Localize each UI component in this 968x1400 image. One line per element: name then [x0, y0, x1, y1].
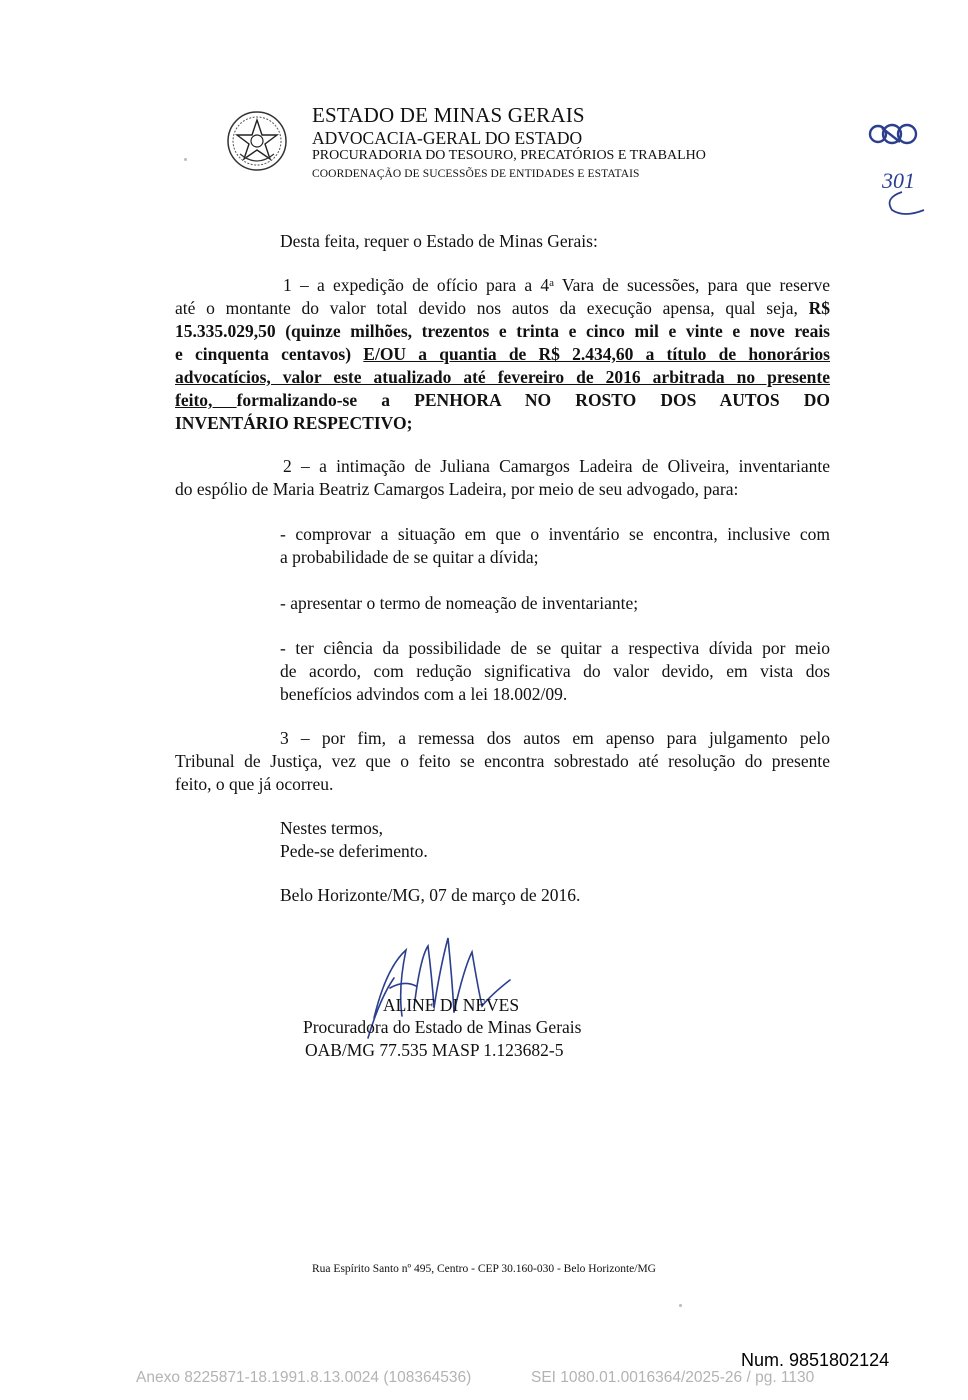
sei-reference: SEI 1080.01.0016364/2025-26 / pg. 1130 — [531, 1369, 815, 1386]
header-department: PROCURADORIA DO TESOURO, PRECATÓRIOS E TRABALHO — [312, 148, 706, 163]
closing-request: Pede-se deferimento. — [280, 841, 428, 861]
item3-line3: feito, o que já ocorreu. — [175, 774, 334, 794]
scan-speck — [679, 1304, 682, 1307]
footer-address: Rua Espírito Santo nº 495, Centro - CEP 30.160-030 - Belo Horizonte/MG — [312, 1263, 656, 1275]
page-stamp — [862, 118, 942, 228]
intro-paragraph: Desta feita, requer o Estado de Minas Gerais: — [280, 231, 598, 251]
state-seal-icon — [226, 110, 288, 172]
annex-reference: Anexo 8225871-18.1991.8.13.0024 (108364536) — [136, 1369, 472, 1386]
signer-role: Procuradora do Estado de Minas Gerais — [303, 1017, 582, 1037]
item1-line3: 15.335.029,50 (quinze milhões, trezentos e trinta e cinco mil e vinte e nove reais — [175, 321, 830, 341]
header-coordination: COORDENAÇÃO DE SUCESSÕES DE ENTIDADES E ESTATAIS — [312, 168, 640, 180]
item1-line7: INVENTÁRIO RESPECTIVO; — [175, 413, 413, 433]
item1-line4: e cinquenta centavos) E/OU a quantia de R$ 2.434,60 a título de honorários — [175, 344, 830, 364]
bullet2: - apresentar o termo de nomeação de inventariante; — [280, 593, 639, 613]
signer-name: ALINE DI NEVES — [383, 995, 520, 1015]
bullet3-line1: - ter ciência da possibilidade de se quitar a respectiva dívida por meio — [280, 638, 830, 658]
header-agency: ADVOCACIA-GERAL DO ESTADO — [312, 128, 583, 148]
bullet1-line2: a probabilidade de se quitar a dívida; — [280, 547, 539, 567]
bullet3-line3: benefícios advindos com a lei 18.002/09. — [280, 684, 568, 704]
item1-line6: feito, formalizando-se a PENHORA NO ROSTO DOS AUTOS DO — [175, 390, 830, 410]
item1-line1: 1 – a expedição de ofício para a 4$^a$ Vara de sucessões, para que reserve — [283, 275, 831, 295]
item3-line1: 3 – por fim, a remessa dos autos em apenso para julgamento pelo — [280, 728, 830, 748]
stamp-number: 301 — [882, 168, 915, 193]
scan-speck — [184, 158, 187, 161]
item2-line1: 2 – a intimação de Juliana Camargos Ladeira de Oliveira, inventariante — [283, 456, 830, 476]
signer-registration: OAB/MG 77.535 MASP 1.123682-5 — [305, 1040, 564, 1060]
item1-line2: até o montante do valor total devido nos autos da execução apensa, qual seja, R$ — [175, 298, 830, 318]
place-date: Belo Horizonte/MG, 07 de março de 2016. — [280, 885, 581, 905]
bullet1-line1: - comprovar a situação em que o inventário se encontra, inclusive com — [280, 524, 830, 544]
document-number: Num. 9851802124 — [741, 1350, 890, 1370]
item1-line5: advocatícios, valor este atualizado até fevereiro de 2016 arbitrada no presente — [175, 367, 830, 387]
bullet3-line2: de acordo, com redução significativa do valor devido, em vista dos — [280, 661, 830, 681]
item2-line2: do espólio de Maria Beatriz Camargos Ladeira, por meio de seu advogado, para: — [175, 479, 739, 499]
item3-line2: Tribunal de Justiça, vez que o feito se encontra sobrestado até resolução do presente — [175, 751, 830, 771]
closing-terms: Nestes termos, — [280, 818, 384, 838]
header-state: ESTADO DE MINAS GERAIS — [312, 103, 585, 127]
